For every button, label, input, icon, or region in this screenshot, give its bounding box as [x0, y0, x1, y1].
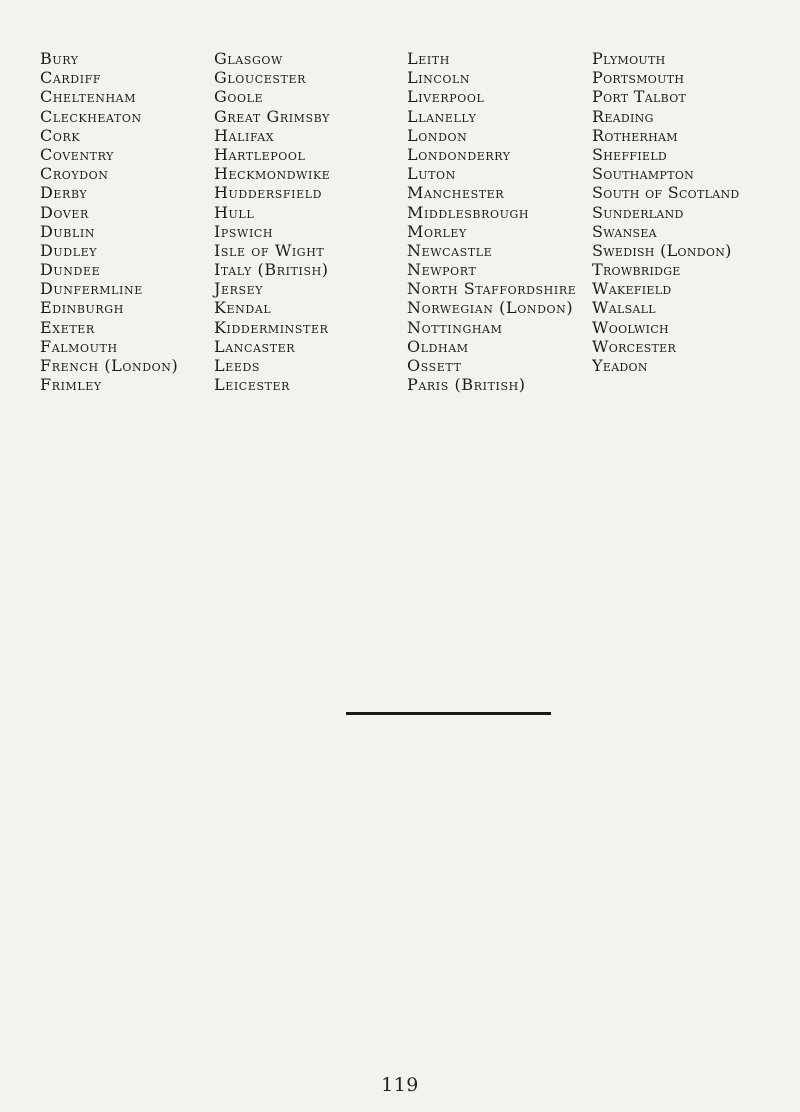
place-list-column-4 [592, 49, 740, 375]
list-item: Croydon [40, 164, 109, 184]
place-list-column-2 [214, 49, 330, 394]
list-item: Walsall [592, 298, 656, 318]
list-item: Sunderland [592, 202, 684, 222]
list-item: Dover [40, 202, 89, 222]
list-item: Trowbridge [592, 260, 681, 280]
list-item: Sheffield [592, 144, 668, 164]
list-item: Kidderminster [214, 317, 329, 337]
list-item: Luton [407, 164, 456, 184]
list-item: Hull [214, 202, 255, 222]
list-item: Edinburgh [40, 298, 124, 318]
list-item: Cheltenham [40, 87, 137, 107]
list-item: Leith [407, 49, 450, 68]
list-item: Portsmouth [592, 68, 685, 88]
list-item: Goole [214, 87, 264, 107]
list-item: Derby [40, 183, 88, 203]
list-item: Rotherham [592, 125, 678, 145]
list-item: Manchester [407, 183, 505, 203]
list-item: Liverpool [407, 87, 485, 107]
list-item: South of Scotland [592, 183, 740, 203]
list-item: Glasgow [214, 49, 283, 68]
list-item: Llanelly [407, 106, 477, 126]
list-item: Dundee [40, 260, 101, 280]
list-item: Kendal [214, 298, 272, 318]
page-number: 119 [381, 1074, 419, 1096]
list-item: Ossett [407, 356, 462, 375]
list-item: North Staffordshire [407, 279, 577, 299]
horizontal-rule [346, 712, 551, 715]
list-item: Cardiff [40, 68, 102, 88]
list-item: Coventry [40, 144, 115, 164]
list-item: Halifax [214, 125, 275, 145]
list-item: Southampton [592, 164, 695, 184]
list-item: Reading [592, 106, 654, 126]
place-list-column-3 [407, 49, 576, 394]
list-item: Leicester [214, 375, 291, 395]
list-item: Norwegian (London) [407, 298, 574, 318]
list-item: Frimley [40, 375, 102, 395]
place-list-column-1 [40, 49, 178, 394]
list-item: Morley [407, 221, 467, 241]
list-item: Bury [40, 49, 79, 68]
list-item: Isle of Wight [214, 240, 325, 260]
list-item: Nottingham [407, 317, 503, 337]
list-item: Dudley [40, 240, 98, 260]
list-item: Falmouth [40, 336, 118, 356]
list-item: Swedish (London) [592, 240, 732, 260]
list-item: Jersey [214, 279, 264, 299]
list-item: Gloucester [214, 68, 307, 88]
list-item: Hartlepool [214, 144, 306, 164]
list-item: French (London) [40, 356, 179, 375]
list-item: London [407, 125, 468, 145]
list-item: Paris (British) [407, 375, 526, 395]
list-item: Ipswich [214, 221, 274, 241]
list-item: Oldham [407, 336, 469, 356]
list-item: Italy (British) [214, 260, 329, 280]
list-item: Swansea [592, 221, 657, 241]
list-item: Dublin [40, 221, 96, 241]
list-item: Lancaster [214, 336, 296, 356]
list-item: Exeter [40, 317, 95, 337]
list-item: Leeds [214, 356, 261, 375]
list-item: Newport [407, 260, 477, 280]
list-item: Lincoln [407, 68, 471, 88]
list-item: Cleckheaton [40, 106, 142, 126]
list-item: Port Talbot [592, 87, 687, 107]
list-item: Newcastle [407, 240, 493, 260]
list-item: Huddersfield [214, 183, 323, 203]
list-item: Cork [40, 125, 81, 145]
list-item: Dunfermline [40, 279, 143, 299]
list-item: Wakefield [592, 279, 672, 299]
list-item: Plymouth [592, 49, 666, 68]
list-item: Yeadon [592, 356, 648, 375]
list-item: Great Grimsby [214, 106, 331, 126]
list-item: Middlesbrough [407, 202, 530, 222]
list-item: Londonderry [407, 144, 511, 164]
list-item: Worcester [592, 336, 677, 356]
list-item: Woolwich [592, 317, 669, 337]
list-item: Heckmondwike [214, 164, 331, 184]
